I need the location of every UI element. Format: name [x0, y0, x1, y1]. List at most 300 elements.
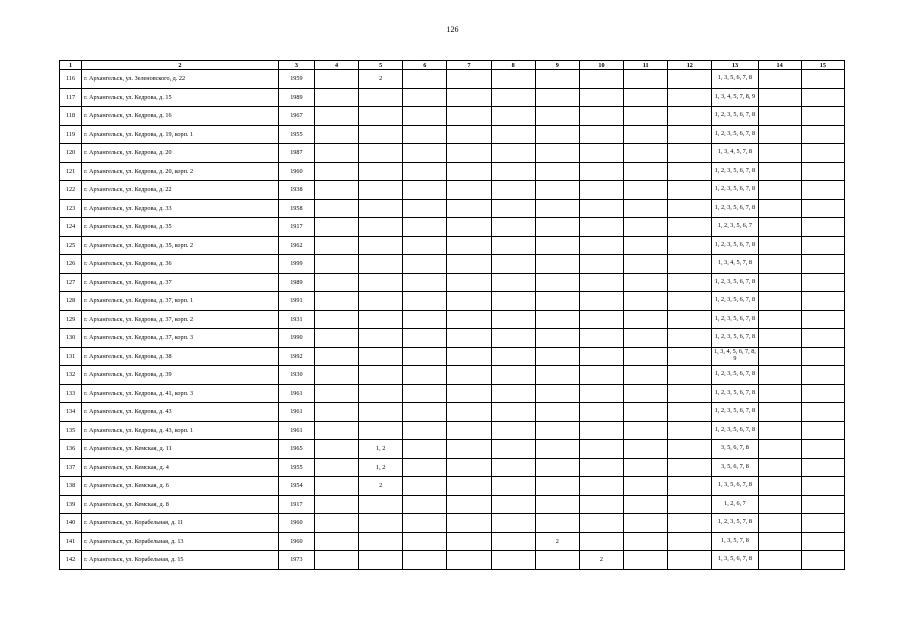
table-cell-col-2: г. Архангельск, ул. Корабельная, д. 13: [82, 532, 279, 551]
table-cell-col-14: [758, 532, 801, 551]
table-cell-col-8: [491, 366, 535, 385]
table-cell-col-4: [314, 458, 358, 477]
table-cell-col-8: [491, 532, 535, 551]
table-cell-col-2: г. Архангельск, ул. Кедрова, д. 20: [82, 144, 279, 163]
table-cell-col-11: [624, 532, 668, 551]
column-header-10: 10: [579, 61, 623, 70]
table-cell-col-11: [624, 107, 668, 126]
table-cell-col-8: [491, 440, 535, 459]
table-row: [60, 421, 845, 440]
table-cell-col-6: [403, 162, 447, 181]
table-cell-col-6: [403, 366, 447, 385]
table-cell-col-8: [491, 403, 535, 422]
table-cell-col-14: [758, 403, 801, 422]
table-cell-col-6: [403, 551, 447, 570]
table-cell-col-15: [801, 310, 844, 329]
table-row: [60, 218, 845, 237]
table-cell-col-13: 1, 2, 3, 5, 7, 8: [712, 514, 758, 533]
table-cell-col-12: [668, 292, 712, 311]
table-cell-col-4: [314, 329, 358, 348]
table-cell-col-11: [624, 292, 668, 311]
table-cell-col-14: [758, 70, 801, 89]
table-cell-col-12: [668, 347, 712, 366]
table-cell-col-2: г. Архангельск, ул. Кедрова, д. 20, корп. 2: [82, 162, 279, 181]
table-cell-col-10: [579, 273, 623, 292]
table-cell-col-9: [535, 70, 579, 89]
table-cell-col-15: [801, 273, 844, 292]
table-cell-col-10: [579, 495, 623, 514]
table-cell-col-14: [758, 458, 801, 477]
table-cell-col-15: [801, 366, 844, 385]
table-cell-col-5: [359, 292, 403, 311]
table-cell-col-10: [579, 236, 623, 255]
table-cell-col-12: [668, 532, 712, 551]
column-header-13: 13: [712, 61, 758, 70]
table-cell-col-12: [668, 514, 712, 533]
table-cell-col-3: 1960: [278, 162, 314, 181]
table-cell-col-13: 1, 3, 5, 6, 7, 8: [712, 70, 758, 89]
table-cell-col-5: [359, 532, 403, 551]
table-cell-col-5: [359, 107, 403, 126]
table-cell-col-13: 1, 3, 4, 5, 7, 8: [712, 144, 758, 163]
table-cell-col-15: [801, 551, 844, 570]
table-cell-col-7: [447, 70, 491, 89]
table-cell-col-11: [624, 384, 668, 403]
column-header-1: 1: [60, 61, 82, 70]
column-header-12: 12: [668, 61, 712, 70]
table-cell-col-9: [535, 347, 579, 366]
table-cell-col-13: 1, 2, 3, 5, 6, 7, 8: [712, 273, 758, 292]
table-cell-col-1: 139: [60, 495, 82, 514]
table-cell-col-3: 1917: [278, 218, 314, 237]
table-cell-col-6: [403, 514, 447, 533]
table-cell-col-13: 1, 3, 4, 5, 7, 8, 9: [712, 88, 758, 107]
column-header-14: 14: [758, 61, 801, 70]
table-cell-col-15: [801, 514, 844, 533]
table-cell-col-9: [535, 255, 579, 274]
table-cell-col-4: [314, 162, 358, 181]
table-cell-col-15: [801, 347, 844, 366]
table-cell-col-4: [314, 477, 358, 496]
table-cell-col-6: [403, 477, 447, 496]
column-header-11: 11: [624, 61, 668, 70]
table-cell-col-6: [403, 125, 447, 144]
table-cell-col-7: [447, 292, 491, 311]
table-cell-col-14: [758, 495, 801, 514]
column-header-15: 15: [801, 61, 844, 70]
table-cell-col-11: [624, 366, 668, 385]
table-cell-col-2: г. Архангельск, ул. Корабельная, д. 11: [82, 514, 279, 533]
table-cell-col-13: 3, 5, 6, 7, 8: [712, 440, 758, 459]
table-cell-col-1: 138: [60, 477, 82, 496]
table-cell-col-3: 1931: [278, 310, 314, 329]
table-cell-col-6: [403, 403, 447, 422]
table-cell-col-14: [758, 329, 801, 348]
table-cell-col-6: [403, 347, 447, 366]
table-cell-col-2: г. Архангельск, ул. Корабельная, д. 15: [82, 551, 279, 570]
table-cell-col-1: 131: [60, 347, 82, 366]
table-cell-col-13: 1, 2, 3, 5, 6, 7, 8: [712, 236, 758, 255]
table-cell-col-2: г. Архангельск, ул. Кедрова, д. 33: [82, 199, 279, 218]
table-cell-col-6: [403, 107, 447, 126]
table-cell-col-9: [535, 384, 579, 403]
table-cell-col-11: [624, 403, 668, 422]
table-cell-col-5: [359, 181, 403, 200]
table-cell-col-5: [359, 236, 403, 255]
table-cell-col-6: [403, 273, 447, 292]
table-cell-col-8: [491, 514, 535, 533]
table-row: [60, 532, 845, 551]
table-cell-col-8: [491, 199, 535, 218]
table-cell-col-12: [668, 125, 712, 144]
table-cell-col-2: г. Архангельск, ул. Кедрова, д. 43, корп. 1: [82, 421, 279, 440]
table-cell-col-10: [579, 310, 623, 329]
table-cell-col-15: [801, 495, 844, 514]
table-cell-col-9: [535, 162, 579, 181]
table-row: [60, 310, 845, 329]
table-cell-col-8: [491, 329, 535, 348]
table-cell-col-14: [758, 255, 801, 274]
table-cell-col-5: [359, 421, 403, 440]
table-cell-col-11: [624, 310, 668, 329]
table-cell-col-6: [403, 421, 447, 440]
table-cell-col-7: [447, 310, 491, 329]
table-cell-col-7: [447, 514, 491, 533]
table-cell-col-3: 1961: [278, 384, 314, 403]
table-cell-col-3: 1992: [278, 347, 314, 366]
table-row: [60, 199, 845, 218]
table-cell-col-4: [314, 384, 358, 403]
table-cell-col-9: [535, 218, 579, 237]
page-number: 126: [446, 25, 459, 34]
table-cell-col-11: [624, 70, 668, 89]
table-cell-col-13: 1, 2, 3, 5, 6, 7: [712, 218, 758, 237]
table-cell-col-1: 136: [60, 440, 82, 459]
table-cell-col-15: [801, 329, 844, 348]
table-cell-col-4: [314, 421, 358, 440]
table-cell-col-1: 133: [60, 384, 82, 403]
table-cell-col-2: г. Архангельск, ул. Зеленовского, д. 22: [82, 70, 279, 89]
table-cell-col-7: [447, 144, 491, 163]
table-cell-col-2: г. Архангельск, ул. Кедрова, д. 37, корп. 2: [82, 310, 279, 329]
table-cell-col-10: [579, 292, 623, 311]
table-cell-col-11: [624, 421, 668, 440]
table-cell-col-10: [579, 70, 623, 89]
table-cell-col-9: [535, 440, 579, 459]
table-cell-col-8: [491, 551, 535, 570]
table-cell-col-2: г. Архангельск, ул. Кедрова, д. 35, корп. 2: [82, 236, 279, 255]
table-cell-col-2: г. Архангельск, ул. Кемская, д. 6: [82, 477, 279, 496]
table-cell-col-10: [579, 477, 623, 496]
table-cell-col-7: [447, 384, 491, 403]
table-cell-col-5: [359, 329, 403, 348]
table-cell-col-13: 3, 5, 6, 7, 8: [712, 458, 758, 477]
table-cell-col-1: 116: [60, 70, 82, 89]
table-cell-col-15: [801, 458, 844, 477]
table-cell-col-4: [314, 514, 358, 533]
table-cell-col-3: 1955: [278, 125, 314, 144]
table-cell-col-12: [668, 70, 712, 89]
table-cell-col-15: [801, 255, 844, 274]
table-cell-col-7: [447, 255, 491, 274]
table-cell-col-3: 1967: [278, 107, 314, 126]
table-cell-col-14: [758, 347, 801, 366]
table-cell-col-13: 1, 3, 5, 6, 7, 8: [712, 477, 758, 496]
table-cell-col-9: [535, 292, 579, 311]
table-cell-col-10: [579, 384, 623, 403]
table-cell-col-10: [579, 440, 623, 459]
table-cell-col-12: [668, 218, 712, 237]
table-cell-col-2: г. Архангельск, ул. Кедрова, д. 43: [82, 403, 279, 422]
table-cell-col-12: [668, 495, 712, 514]
table-cell-col-11: [624, 495, 668, 514]
table-cell-col-10: [579, 107, 623, 126]
table-cell-col-7: [447, 532, 491, 551]
table-cell-col-9: [535, 329, 579, 348]
table-cell-col-1: 134: [60, 403, 82, 422]
table-cell-col-10: [579, 532, 623, 551]
table-row: [60, 236, 845, 255]
table-cell-col-10: 2: [579, 551, 623, 570]
table-cell-col-9: [535, 107, 579, 126]
table-row: [60, 125, 845, 144]
column-header-2: 2: [82, 61, 279, 70]
table-cell-col-13: 1, 3, 5, 6, 7, 8: [712, 551, 758, 570]
table-cell-col-14: [758, 366, 801, 385]
table-cell-col-2: г. Архангельск, ул. Кемская, д. 4: [82, 458, 279, 477]
table-cell-col-13: 1, 3, 5, 7, 8: [712, 532, 758, 551]
table-cell-col-5: [359, 551, 403, 570]
table-cell-col-2: г. Архангельск, ул. Кедрова, д. 41, корп. 3: [82, 384, 279, 403]
table-cell-col-15: [801, 384, 844, 403]
table-cell-col-5: [359, 88, 403, 107]
table-row: [60, 144, 845, 163]
table-cell-col-1: 117: [60, 88, 82, 107]
table-cell-col-13: 1, 2, 3, 5, 6, 7, 8: [712, 329, 758, 348]
table-cell-col-9: [535, 514, 579, 533]
table-cell-col-5: [359, 125, 403, 144]
table-cell-col-1: 124: [60, 218, 82, 237]
table-cell-col-13: 1, 2, 3, 5, 6, 7, 8: [712, 403, 758, 422]
table-cell-col-14: [758, 236, 801, 255]
table-cell-col-10: [579, 366, 623, 385]
table-cell-col-3: 1973: [278, 551, 314, 570]
table-cell-col-11: [624, 144, 668, 163]
table-cell-col-10: [579, 88, 623, 107]
table-cell-col-6: [403, 384, 447, 403]
table-cell-col-12: [668, 273, 712, 292]
table-cell-col-7: [447, 329, 491, 348]
table-cell-col-1: 118: [60, 107, 82, 126]
table-row: [60, 329, 845, 348]
table-cell-col-4: [314, 218, 358, 237]
table-cell-col-15: [801, 107, 844, 126]
table-cell-col-3: 1958: [278, 199, 314, 218]
table-cell-col-6: [403, 181, 447, 200]
table-cell-col-12: [668, 440, 712, 459]
table-cell-col-11: [624, 181, 668, 200]
table-cell-col-1: 135: [60, 421, 82, 440]
table-cell-col-1: 123: [60, 199, 82, 218]
table-cell-col-10: [579, 125, 623, 144]
table-cell-col-4: [314, 88, 358, 107]
table-cell-col-4: [314, 347, 358, 366]
table-cell-col-11: [624, 162, 668, 181]
table-cell-col-14: [758, 514, 801, 533]
table-row: [60, 181, 845, 200]
table-cell-col-3: 1960: [278, 532, 314, 551]
table-cell-col-14: [758, 292, 801, 311]
table-cell-col-12: [668, 366, 712, 385]
table-cell-col-8: [491, 292, 535, 311]
table-cell-col-12: [668, 181, 712, 200]
table-cell-col-10: [579, 421, 623, 440]
column-header-6: 6: [403, 61, 447, 70]
table-cell-col-5: [359, 162, 403, 181]
table-cell-col-2: г. Архангельск, ул. Кедрова, д. 19, корп. 1: [82, 125, 279, 144]
table-cell-col-7: [447, 440, 491, 459]
table-cell-col-3: 1960: [278, 514, 314, 533]
table-cell-col-10: [579, 514, 623, 533]
table-cell-col-15: [801, 88, 844, 107]
table-cell-col-6: [403, 70, 447, 89]
table-cell-col-11: [624, 199, 668, 218]
table-cell-col-6: [403, 255, 447, 274]
table-cell-col-3: 1991: [278, 292, 314, 311]
table-cell-col-8: [491, 236, 535, 255]
table-cell-col-3: 1955: [278, 458, 314, 477]
table-cell-col-7: [447, 107, 491, 126]
table-cell-col-12: [668, 384, 712, 403]
table-cell-col-7: [447, 495, 491, 514]
table-cell-col-4: [314, 551, 358, 570]
table-cell-col-13: 1, 2, 3, 5, 6, 7, 8: [712, 162, 758, 181]
table-cell-col-9: [535, 495, 579, 514]
table-cell-col-10: [579, 218, 623, 237]
table-cell-col-13: 1, 2, 3, 5, 6, 7, 8: [712, 107, 758, 126]
table-cell-col-8: [491, 273, 535, 292]
table-cell-col-1: 142: [60, 551, 82, 570]
table-cell-col-11: [624, 255, 668, 274]
table-cell-col-9: [535, 403, 579, 422]
table-header-row: [60, 61, 845, 70]
column-header-3: 3: [278, 61, 314, 70]
table-row: [60, 347, 845, 366]
table-cell-col-15: [801, 70, 844, 89]
table-row: [60, 551, 845, 570]
column-header-5: 5: [359, 61, 403, 70]
table-cell-col-8: [491, 218, 535, 237]
table-cell-col-11: [624, 236, 668, 255]
table-cell-col-15: [801, 144, 844, 163]
buildings-table: [59, 60, 845, 570]
table-cell-col-5: [359, 384, 403, 403]
table-cell-col-8: [491, 255, 535, 274]
table-cell-col-10: [579, 458, 623, 477]
table-cell-col-12: [668, 458, 712, 477]
table-cell-col-14: [758, 440, 801, 459]
table-cell-col-7: [447, 551, 491, 570]
table-cell-col-12: [668, 144, 712, 163]
table-cell-col-6: [403, 495, 447, 514]
table-cell-col-11: [624, 514, 668, 533]
table-cell-col-3: 1954: [278, 477, 314, 496]
table-cell-col-13: 1, 3, 4, 5, 6, 7, 8, 9: [712, 347, 758, 366]
table-cell-col-6: [403, 199, 447, 218]
table-cell-col-8: [491, 181, 535, 200]
table-cell-col-9: [535, 366, 579, 385]
table-cell-col-5: [359, 144, 403, 163]
table-cell-col-6: [403, 292, 447, 311]
table-cell-col-11: [624, 477, 668, 496]
table-cell-col-15: [801, 181, 844, 200]
table-cell-col-13: 1, 2, 3, 5, 6, 7, 8: [712, 421, 758, 440]
table-cell-col-10: [579, 403, 623, 422]
table-cell-col-1: 120: [60, 144, 82, 163]
table-row: [60, 495, 845, 514]
table-cell-col-4: [314, 144, 358, 163]
table-cell-col-8: [491, 384, 535, 403]
table-cell-col-15: [801, 440, 844, 459]
table-row: [60, 403, 845, 422]
table-cell-col-13: 1, 2, 3, 5, 6, 7, 8: [712, 384, 758, 403]
column-header-7: 7: [447, 61, 491, 70]
table-cell-col-8: [491, 458, 535, 477]
table-cell-col-12: [668, 255, 712, 274]
table-cell-col-1: 125: [60, 236, 82, 255]
table-cell-col-7: [447, 477, 491, 496]
table-cell-col-5: [359, 255, 403, 274]
table-cell-col-1: 141: [60, 532, 82, 551]
table-cell-col-14: [758, 310, 801, 329]
table-cell-col-9: [535, 421, 579, 440]
table-cell-col-3: 1938: [278, 181, 314, 200]
table-cell-col-10: [579, 329, 623, 348]
table-cell-col-4: [314, 495, 358, 514]
table-cell-col-14: [758, 107, 801, 126]
table-cell-col-6: [403, 532, 447, 551]
table-cell-col-4: [314, 366, 358, 385]
table-cell-col-2: г. Архангельск, ул. Кедрова, д. 22: [82, 181, 279, 200]
table-cell-col-10: [579, 347, 623, 366]
table-cell-col-12: [668, 403, 712, 422]
table-cell-col-12: [668, 236, 712, 255]
table-cell-col-7: [447, 199, 491, 218]
table-cell-col-5: [359, 273, 403, 292]
table-cell-col-15: [801, 162, 844, 181]
table-cell-col-4: [314, 532, 358, 551]
table-cell-col-3: 1989: [278, 88, 314, 107]
table-cell-col-2: г. Архангельск, ул. Кедрова, д. 16: [82, 107, 279, 126]
table-cell-col-1: 130: [60, 329, 82, 348]
table-row: [60, 255, 845, 274]
table-cell-col-6: [403, 329, 447, 348]
table-cell-col-14: [758, 273, 801, 292]
table-cell-col-9: [535, 458, 579, 477]
table-row: [60, 514, 845, 533]
table-cell-col-4: [314, 236, 358, 255]
table-row: [60, 107, 845, 126]
table-cell-col-8: [491, 347, 535, 366]
table-cell-col-12: [668, 162, 712, 181]
table-cell-col-8: [491, 477, 535, 496]
table-cell-col-7: [447, 273, 491, 292]
table-cell-col-3: 1965: [278, 440, 314, 459]
table-cell-col-14: [758, 218, 801, 237]
table-cell-col-3: 1999: [278, 255, 314, 274]
table-cell-col-4: [314, 107, 358, 126]
table-cell-col-4: [314, 70, 358, 89]
